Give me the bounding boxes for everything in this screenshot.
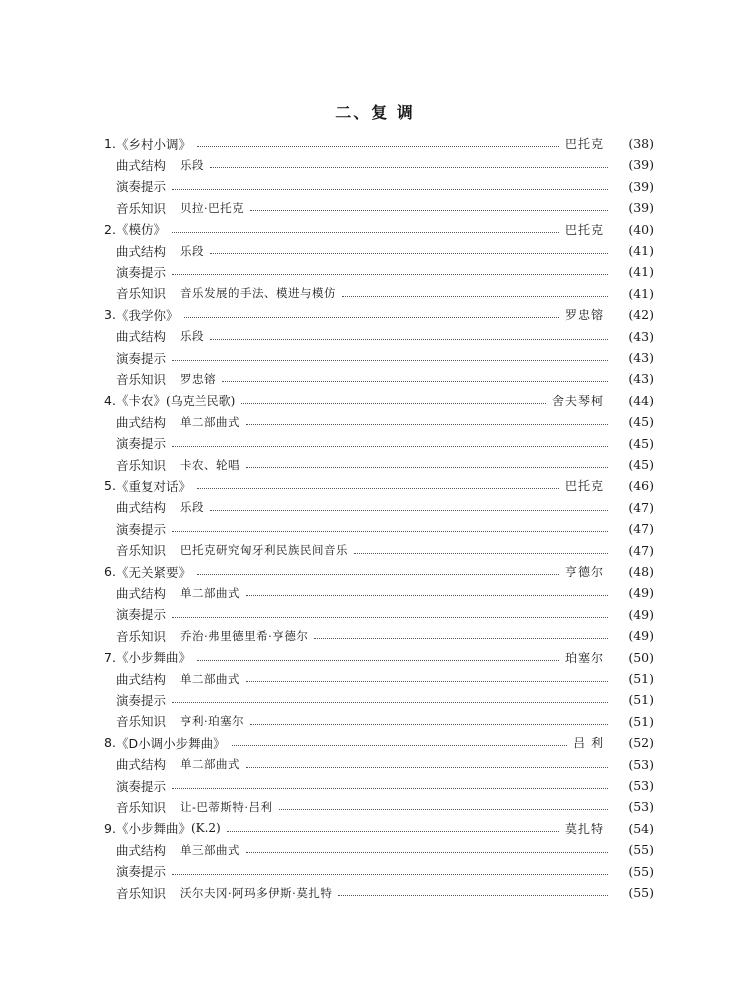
subentry-label: 音乐知识 [116,714,167,730]
subentry-label: 演奏提示 [116,179,167,195]
subentry-page-number: (55) [628,863,654,879]
dot-leader [241,403,546,404]
subentry-page-number: (53) [628,778,654,793]
subentry-page-number: (45) [628,457,654,472]
subentry-text: 巴托克研究匈牙利民族民间音乐 [180,543,349,558]
dot-leader [172,446,608,447]
subentry-page-number: (39) [628,200,654,216]
subentry-page-number: (45) [628,414,654,430]
subentry-label: 音乐知识 [116,200,167,216]
dot-leader [210,253,608,254]
dot-leader [246,681,608,682]
subentry-page-number: (55) [628,885,654,900]
subentry-page-number: (39) [628,178,654,194]
subentry-page-number: (41) [628,285,654,301]
subentry-label: 曲式结构 [116,671,167,687]
entry-page-number: (48) [628,564,654,579]
subentry-label: 音乐知识 [116,885,167,901]
entry-page-number: (54) [628,820,654,836]
page-title: 二、复 调 [335,103,415,122]
subentry-page-number: (53) [628,799,654,815]
subentry-page-number: (51) [628,671,654,686]
subentry-label: 曲式结构 [116,585,167,601]
dot-leader [197,574,559,575]
dot-leader [227,831,559,832]
toc-subentry[interactable] [116,711,654,732]
subentry-page-number: (47) [628,521,654,537]
toc-entry[interactable] [104,390,654,411]
dot-leader [172,531,608,532]
subentry-text: 音乐发展的手法、模进与模仿 [180,286,337,301]
entry-number: 2. [104,221,116,237]
dot-leader [250,210,608,211]
dot-leader [246,767,608,768]
toc-subentry[interactable] [116,326,654,347]
dot-leader [172,360,608,361]
subentry-page-number: (51) [628,713,654,729]
toc-subentry[interactable] [116,796,654,817]
subentry-label: 演奏提示 [116,521,167,537]
entry-composer: 巴托克 [564,479,604,494]
toc-entry[interactable] [104,219,654,240]
subentry-text: 乔治·弗里德里希·亨德尔 [180,628,309,643]
entry-number: 1. [104,136,116,151]
toc-subentry[interactable] [116,518,654,539]
subentry-page-number: (43) [628,371,654,387]
dot-leader [197,146,559,147]
subentry-page-number: (43) [628,328,654,344]
toc-subentry[interactable] [116,668,654,689]
entry-title: 《小步舞曲》 [115,650,191,666]
subentry-text: 乐段 [180,243,205,258]
dot-leader [172,274,608,275]
entry-composer: 舍夫琴柯 [551,393,604,408]
entry-subtitle: (乌克兰民歌) [165,393,236,408]
entry-composer: 巴托克 [564,137,604,151]
toc-entry[interactable] [104,133,654,154]
subentry-label: 曲式结构 [116,500,167,516]
dot-leader [246,467,608,468]
subentry-label: 音乐知识 [116,457,167,473]
dot-leader [172,702,608,703]
toc-subentry[interactable] [116,582,654,603]
dot-leader [172,788,608,789]
subentry-page-number: (45) [628,435,654,451]
entry-page-number: (42) [628,307,654,323]
subentry-text: 亨利·珀塞尔 [180,714,245,729]
subentry-text: 单二部曲式 [180,585,241,600]
entry-title: 《无关紧要》 [115,564,191,580]
dot-leader [246,595,608,596]
subentry-text: 单二部曲式 [180,757,241,772]
dot-leader [250,724,608,725]
dot-leader [232,745,568,746]
dot-leader [354,553,608,554]
toc-entry[interactable] [104,475,654,496]
subentry-page-number: (53) [628,756,654,772]
dot-leader [210,167,608,168]
subentry-page-number: (55) [628,842,654,858]
entry-page-number: (38) [628,136,654,151]
subentry-page-number: (41) [628,264,654,280]
entry-title: 《我学你》 [115,307,179,323]
entry-title: 《D小调小步舞曲》 [115,735,226,751]
entry-number: 7. [104,649,116,665]
toc-entry[interactable] [104,304,654,325]
subentry-label: 曲式结构 [116,243,167,259]
toc-entry[interactable] [104,561,654,582]
dot-leader [184,317,559,318]
subentry-page-number: (51) [628,692,654,708]
toc-subentry[interactable] [116,604,654,625]
subentry-label: 曲式结构 [116,414,167,430]
subentry-label: 曲式结构 [116,157,167,173]
subentry-label: 曲式结构 [116,329,167,345]
toc-subentry[interactable] [116,347,654,368]
dot-leader [338,895,608,896]
subentry-label: 曲式结构 [116,842,167,858]
subentry-label: 演奏提示 [116,350,167,366]
dot-leader [172,232,559,233]
subentry-page-number: (41) [628,243,654,258]
entry-composer: 吕 利 [573,736,604,751]
subentry-page-number: (49) [628,628,654,644]
subentry-text: 卡农、轮唱 [180,457,241,472]
toc-subentry[interactable] [116,197,654,218]
subentry-page-number: (47) [628,542,654,558]
subentry-label: 音乐知识 [116,286,167,302]
toc-subentry[interactable] [116,775,654,796]
subentry-text: 单三部曲式 [180,842,241,857]
entry-title: 《模仿》 [115,222,166,238]
subentry-label: 演奏提示 [116,864,167,880]
toc-subentry[interactable] [116,689,654,710]
toc-entry[interactable] [104,647,654,668]
subentry-label: 演奏提示 [116,436,167,452]
dot-leader [172,874,608,875]
subentry-label: 音乐知识 [116,628,167,644]
subentry-text: 乐段 [180,329,205,344]
subentry-label: 音乐知识 [116,543,167,559]
toc-subentry[interactable] [116,176,654,197]
entry-page-number: (52) [628,735,654,751]
entry-title: 《乡村小调》 [115,136,191,152]
subentry-page-number: (39) [628,157,654,173]
entry-title: 《卡农》 [115,393,166,409]
entry-composer: 亨德尔 [564,565,604,579]
entry-page-number: (50) [628,649,654,665]
subentry-label: 演奏提示 [116,264,167,280]
dot-leader [279,809,608,810]
dot-leader [197,660,559,661]
toc-subentry[interactable] [116,839,654,860]
subentry-page-number: (49) [628,606,654,622]
toc-subentry[interactable] [116,433,654,454]
subentry-text: 贝拉·巴托克 [180,200,245,215]
subentry-page-number: (49) [628,585,654,601]
subentry-page-number: (47) [628,499,654,515]
subentry-text: 沃尔夫冈·阿玛多伊斯·莫扎特 [180,885,333,900]
entry-composer: 莫扎特 [564,821,604,836]
entry-number: 8. [104,735,116,751]
toc-subentry[interactable] [116,411,654,432]
entry-composer: 巴托克 [564,222,604,237]
subentry-text: 罗忠镕 [180,371,217,386]
subentry-label: 曲式结构 [116,757,167,773]
subentry-label: 音乐知识 [116,371,167,387]
entry-number: 5. [104,478,116,494]
dot-leader [222,381,608,382]
subentry-label: 音乐知识 [116,799,167,815]
entry-number: 9. [104,820,116,836]
toc-subentry[interactable] [116,454,654,475]
subentry-text: 乐段 [180,500,205,515]
toc-entry[interactable] [104,818,654,839]
toc-subentry[interactable] [116,283,654,304]
entry-composer: 罗忠镕 [564,308,604,323]
subentry-text: 单二部曲式 [180,671,241,686]
entry-title: 《小步舞曲》 [115,821,191,837]
entry-page-number: (44) [628,392,654,408]
subentry-label: 演奏提示 [116,778,167,794]
toc-subentry[interactable] [116,261,654,282]
dot-leader [210,339,608,340]
toc-subentry[interactable] [116,625,654,646]
dot-leader [172,189,608,190]
entry-title: 《重复对话》 [115,478,191,494]
entry-number: 6. [104,564,116,579]
entry-subtitle: (K.2) [190,821,221,836]
dot-leader [342,296,608,297]
subentry-label: 演奏提示 [116,607,167,623]
entry-page-number: (40) [628,221,654,237]
toc-entry[interactable] [104,732,654,753]
dot-leader [172,617,608,618]
toc-subentry[interactable] [116,882,654,903]
subentry-label: 演奏提示 [116,692,167,708]
dot-leader [246,424,608,425]
entry-page-number: (46) [628,478,654,494]
subentry-text: 单二部曲式 [180,414,241,429]
toc-subentry[interactable] [116,861,654,882]
toc-subentry[interactable] [116,540,654,561]
toc-subentry[interactable] [116,154,654,175]
toc-subentry[interactable] [116,497,654,518]
toc-subentry[interactable] [116,754,654,775]
dot-leader [197,488,559,489]
toc-subentry[interactable] [116,368,654,389]
dot-leader [210,510,608,511]
subentry-page-number: (43) [628,350,654,365]
dot-leader [246,852,608,853]
toc-subentry[interactable] [116,240,654,261]
entry-number: 4. [104,392,116,408]
subentry-text: 让-巴蒂斯特·吕利 [180,799,273,814]
subentry-text: 乐段 [180,157,205,172]
entry-composer: 珀塞尔 [564,650,604,665]
dot-leader [314,638,608,639]
entry-number: 3. [104,307,116,323]
